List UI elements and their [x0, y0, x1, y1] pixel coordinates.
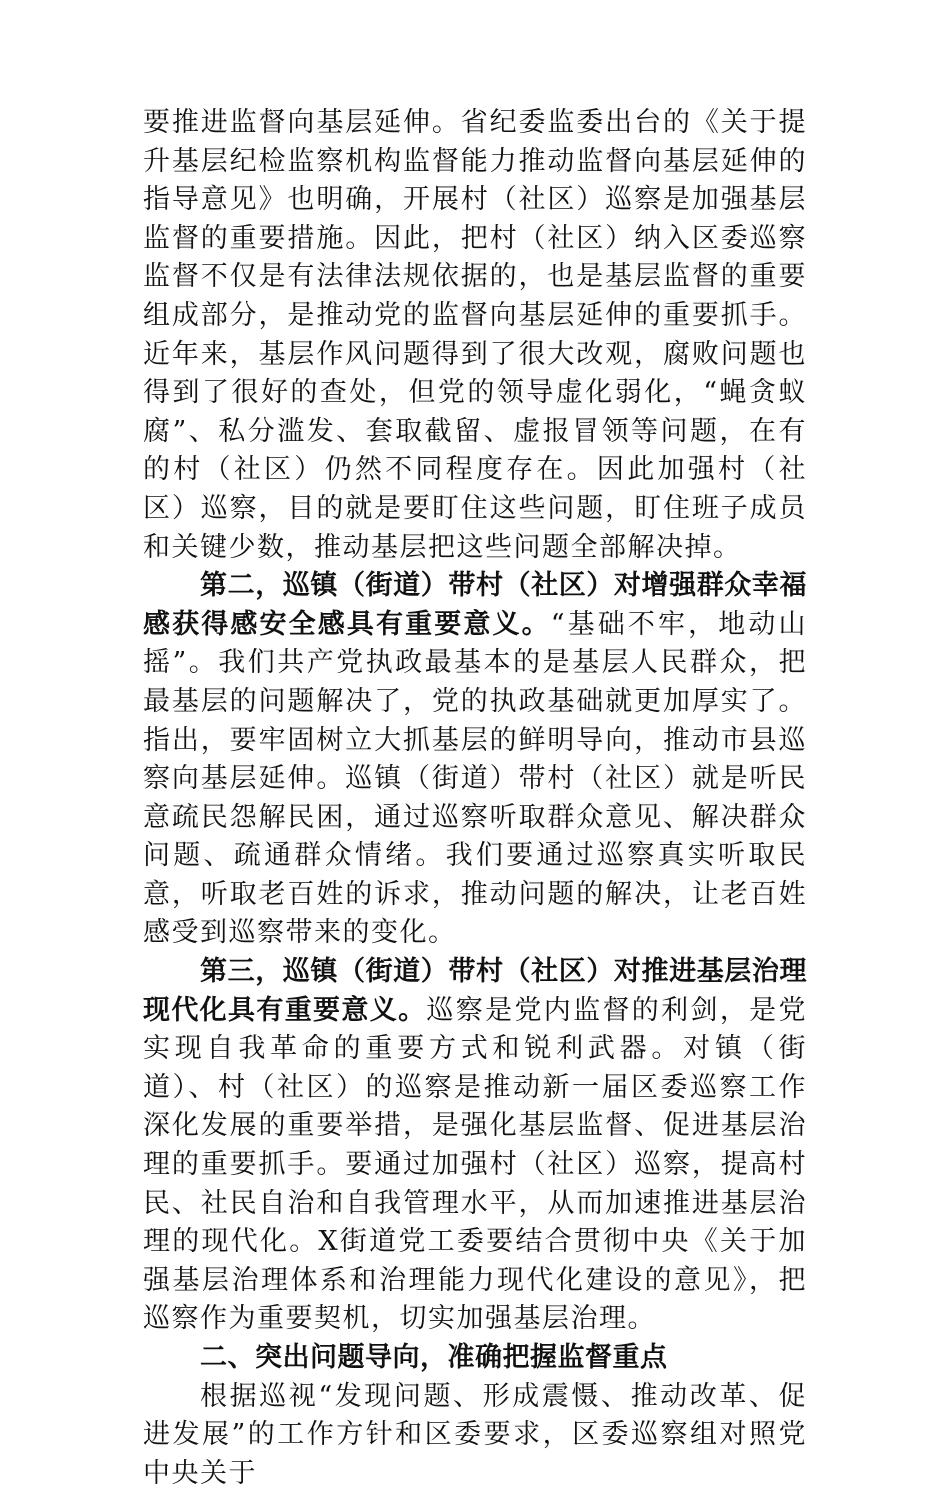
- paragraph-3-text: 巡察是党内监督的利剑，是党实现自我革命的重要方式和锐利武器。对镇（街道）、村（社区）的巡察是推动新一届区委巡察工作深化发展的重要举措，是强化基层监督、促进基层治理的重要抓手。要通过加强村（社区）巡察，提高村民、社民自治和自我管理水平，从而加速推进基层治理的现代化。X街道党工委要结合贯彻中央《关于加强基层治理体系和治理能力现代化建设的意见》，把巡察作为重要契机，切实加强基层治理。: [143, 994, 808, 1335]
- paragraph-1: [143, 104, 807, 567]
- paragraph-1-text: 要推进监督向基层延伸。省纪委监委出台的《关于提升基层纪检监察机构监督能力推动监督向基层延伸的指导意见》也明确，开展村（社区）巡察是加强基层监督的重要措施。因此，把村（社区）纳入区委巡察监督不仅是有法律法规依据的，也是基层监督的重要组成部分，是推动党的监督向基层延伸的重要抓手。近年来，基层作风问题得到了很大改观，腐败问题也得到了很好的查处，但党的领导虚化弱化，“蝇贪蚁腐”、私分滥发、套取截留、虚报冒领等问题，在有的村（社区）仍然不同程度存在。因此加强村（社区）巡察，目的就是要盯住这些问题，盯住班子成员和关键少数，推动基层把这些问题全部解决掉。: [143, 107, 807, 563]
- paragraph-3-bold-lead: 第三，巡镇（街道）带村（社区）对推进基层治理现代化具有重要意义。: [143, 956, 807, 1026]
- paragraph-2: [143, 567, 807, 953]
- paragraph-2-text: “基础不牢，地动山摇”。我们共产党执政最基本的是基层人民群众，把最基层的问题解决了，党的执政基础就更加厚实了。指出，要牢固树立大抓基层的鲜明导向，推动市县巡察向基层延伸。巡镇（街道）带村（社区）就是听民意疏民怨解民困，通过巡察听取群众意见、解决群众问题、疏通群众情绪。我们要通过巡察真实听取民意，听取老百姓的诉求，推动问题的解决，让老百姓感受到巡察带来的变化。: [143, 608, 807, 949]
- section-heading: 二、突出问题导向，准确把握监督重点: [200, 1342, 668, 1373]
- paragraph-3: [143, 953, 807, 1339]
- document-page: [143, 104, 807, 1493]
- paragraph-4: 根据巡视“发现问题、形成震慑、推动改革、促进发展”的工作方针和区委要求，区委巡察组对照党中央关于: [143, 1380, 807, 1489]
- paragraph-2-bold-lead: 第二，巡镇（街道）带村（社区）对增强群众幸福感获得感安全感具有重要意义。: [143, 570, 807, 640]
